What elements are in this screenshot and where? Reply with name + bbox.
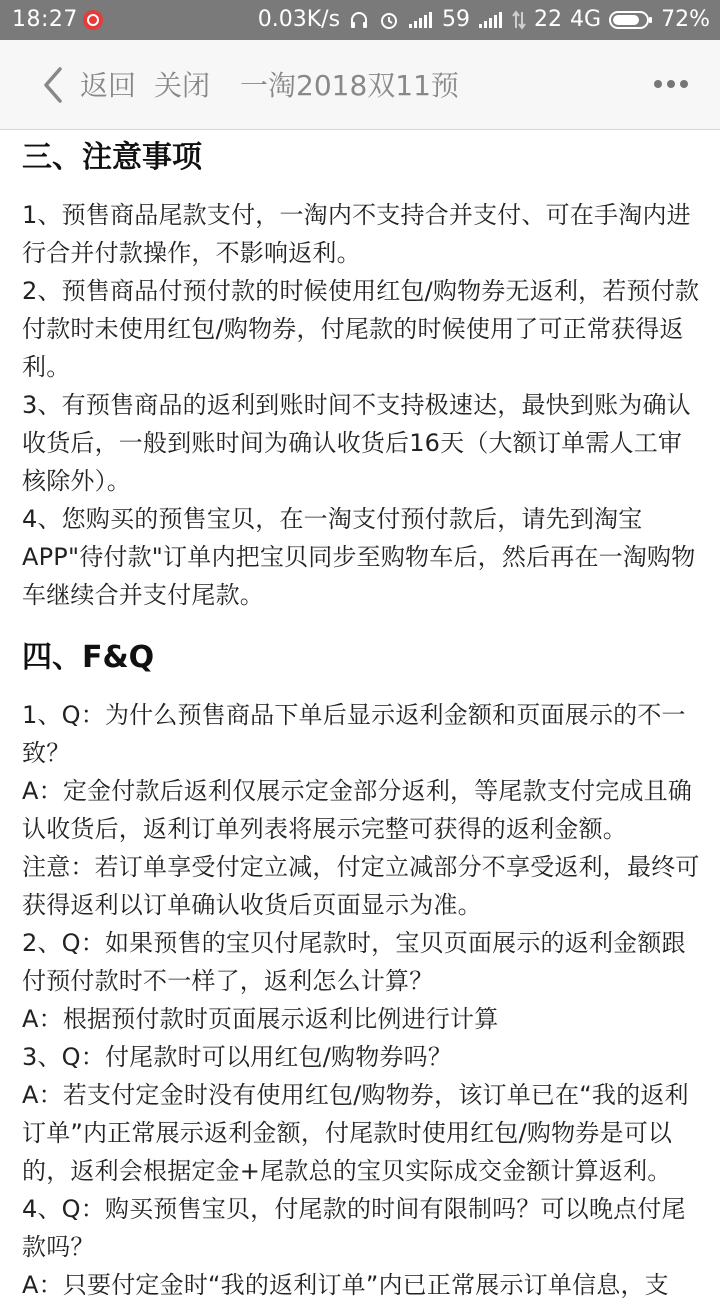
faq-item: A：若支付定金时没有使用红包/购物券，该订单已在“我的返利订单”内正常展示返利金额，付尾款时使用红包/购物券是可以的，返利会根据定金+尾款总的宝贝实际成交金额计算返利。 — [22, 1081, 689, 1185]
section-heading-faq: 四、F&Q — [22, 640, 155, 675]
signal-value-1: 59 — [442, 7, 471, 32]
signal-icon-1 — [408, 11, 434, 29]
status-right — [258, 7, 710, 32]
faq-item: 3、Q：付尾款时可以用红包/购物券吗？ — [22, 1043, 453, 1071]
battery-icon — [609, 10, 653, 30]
chevron-left-icon[interactable] — [38, 66, 68, 104]
section-heading-notes: 三、注意事项 — [22, 140, 202, 175]
note-item: 1、预售商品尾款支付，一淘内不支持合并支付、可在手淘内进行合并付款操作，不影响返利。 — [22, 201, 691, 267]
faq-item: 注意：若订单享受付定立减，付定立减部分不享受返利，最终可获得返利以订单确认收货后页面显示为准。 — [22, 853, 700, 919]
network-type: 4G — [570, 7, 602, 32]
back-button[interactable]: 返回 — [80, 69, 137, 102]
status-time: 18:27 — [12, 7, 78, 32]
status-bar — [0, 0, 720, 40]
faq-item: A：根据预付款时页面展示返利比例进行计算 — [22, 1005, 499, 1033]
faq-item: A：只要付定金时“我的返利订单”内已正常展示订单信息，支 — [22, 1271, 669, 1299]
note-item: 4、您购买的预售宝贝，在一淘支付预付款后，请先到淘宝APP"待付款"订单内把宝贝同步至购物车后，然后再在一淘购物车继续合并支付尾款。 — [22, 505, 696, 609]
signal-icon-2 — [478, 11, 504, 29]
close-button[interactable]: 关闭 — [154, 69, 211, 102]
nav-bar — [0, 40, 720, 130]
net-speed: 0.03K/s — [257, 7, 341, 32]
faq-item: A：定金付款后返利仅展示定金部分返利，等尾款支付完成且确认收货后，返利订单列表将展示完整可获得的返利金额。 — [22, 777, 693, 843]
note-item: 2、预售商品付预付款的时候使用红包/购物券无返利，若预付款付款时未使用红包/购物券，付尾款的时候使用了可正常获得返利。 — [22, 277, 700, 381]
data-arrows-icon — [512, 10, 526, 30]
battery-percent: 72% — [661, 7, 710, 32]
faq-item: 1、Q：为什么预售商品下单后显示返利金额和页面展示的不一致？ — [22, 701, 686, 767]
alarm-icon — [378, 9, 400, 31]
note-item: 3、有预售商品的返利到账时间不支持极速达，最快到账为确认收货后，一般到账时间为确认收货后16天（大额订单需人工审核除外）。 — [22, 391, 691, 495]
page-title: 一淘2018双11预 — [240, 69, 459, 102]
more-icon[interactable] — [652, 76, 690, 90]
headset-icon — [348, 9, 370, 31]
signal-value-2: 22 — [534, 7, 563, 32]
article-content — [22, 132, 702, 1304]
music-app-icon — [82, 9, 104, 31]
faq-item: 4、Q：购买预售宝贝，付尾款的时间有限制吗？可以晚点付尾款吗？ — [22, 1195, 686, 1261]
faq-item: 2、Q：如果预售的宝贝付尾款时，宝贝页面展示的返利金额跟付预付款时不一样了，返利怎么计算？ — [22, 929, 686, 995]
